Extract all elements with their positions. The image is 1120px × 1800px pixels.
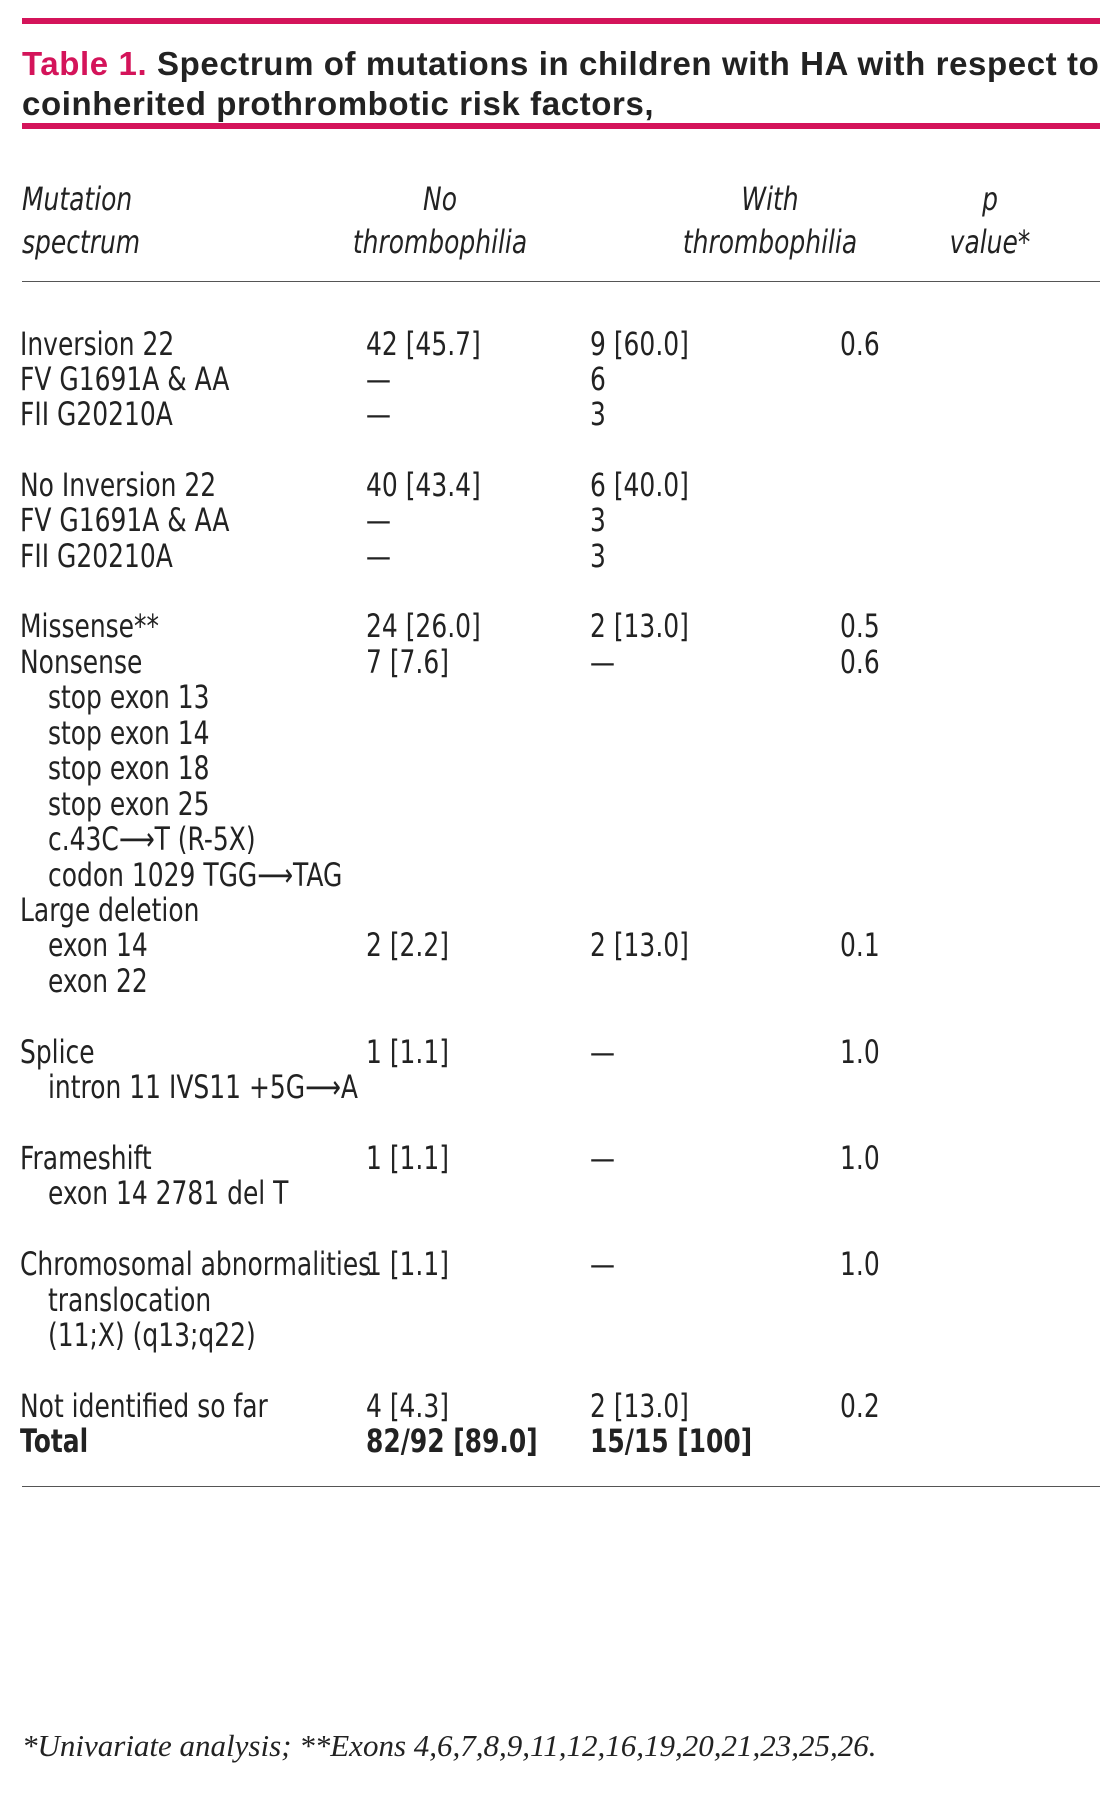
cell-no-thrombophilia: 40 [43.4] (366, 466, 481, 504)
bottom-rule (22, 1486, 1100, 1487)
row-label: No Inversion 22 (20, 466, 217, 504)
header-rule (22, 281, 1100, 282)
row-label: stop exon 13 (48, 678, 210, 716)
cell-with-thrombophilia: 6 (590, 360, 606, 398)
row-label: intron 11 IVS11 +5G⟶A (48, 1068, 358, 1106)
row-label: Nonsense (20, 643, 143, 681)
cell-with-thrombophilia: — (590, 1033, 615, 1071)
row-label: stop exon 18 (48, 749, 210, 787)
cell-with-thrombophilia: 3 (590, 501, 606, 539)
table-caption: Spectrum of mutations in children with HA with respect to coinherited prothrombotic risk factors, (22, 45, 1100, 122)
cell-p-value: 1.0 (840, 1033, 880, 1071)
header-with-thrombophilia (669, 178, 872, 264)
cell-no-thrombophilia: 1 [1.1] (366, 1139, 449, 1177)
cell-p-value: 0.5 (840, 607, 880, 645)
cell-p-value: 0.2 (840, 1387, 880, 1425)
row-label: FII G20210A (20, 537, 173, 575)
cell-with-thrombophilia: 2 [13.0] (590, 607, 689, 645)
title-rule (22, 123, 1100, 129)
cell-p-value: 0.1 (840, 926, 880, 964)
cell-with-thrombophilia: 2 [13.0] (590, 926, 689, 964)
cell-no-thrombophilia: 1 [1.1] (366, 1245, 449, 1283)
cell-with-thrombophilia: 6 [40.0] (590, 466, 689, 504)
cell-no-thrombophilia: — (366, 501, 391, 539)
table-number: Table 1. (22, 45, 148, 82)
header-mutation-spectrum (22, 178, 140, 264)
cell-with-thrombophilia: 2 [13.0] (590, 1387, 689, 1425)
cell-no-thrombophilia: 24 [26.0] (366, 607, 481, 645)
cell-with-thrombophilia: — (590, 1139, 615, 1177)
header-p-line2: value* (949, 223, 1031, 261)
cell-no-thrombophilia: — (366, 537, 391, 575)
header-no-thrombophilia (346, 178, 533, 264)
cell-with-thrombophilia: 9 [60.0] (590, 325, 689, 363)
cell-no-thrombophilia: 42 [45.7] (366, 325, 481, 363)
cell-no-thrombophilia: 4 [4.3] (366, 1387, 449, 1425)
row-label: (11;X) (q13;q22) (48, 1316, 256, 1354)
cell-with-thrombophilia: — (590, 1245, 615, 1283)
cell-no-thrombophilia: — (366, 395, 391, 433)
header-p-line1: p (982, 180, 998, 218)
row-label: FV G1691A & AA (20, 360, 230, 398)
row-label: Inversion 22 (20, 325, 175, 363)
cell-with-thrombophilia: 3 (590, 537, 606, 575)
row-label: exon 22 (48, 962, 148, 1000)
cell-no-thrombophilia: 1 [1.1] (366, 1033, 449, 1071)
row-label: FII G20210A (20, 395, 173, 433)
header-mutation-line2: spectrum (22, 223, 141, 261)
row-label: FV G1691A & AA (20, 501, 230, 539)
header-p-value (935, 178, 1044, 264)
row-label: Missense** (20, 607, 159, 645)
top-rule (22, 18, 1100, 24)
cell-with-thrombophilia: 15/15 [100] (590, 1422, 753, 1460)
row-label: Chromosomal abnormalities (20, 1245, 372, 1283)
header-with-line2: thrombophilia (682, 223, 858, 261)
cell-p-value: 1.0 (840, 1245, 880, 1283)
cell-p-value: 0.6 (840, 643, 880, 681)
row-label: stop exon 25 (48, 785, 210, 823)
row-label: Splice (20, 1033, 95, 1071)
cell-with-thrombophilia: 3 (590, 395, 606, 433)
cell-p-value: 0.6 (840, 325, 880, 363)
cell-p-value: 1.0 (840, 1139, 880, 1177)
footnote: *Univariate analysis; **Exons 4,6,7,8,9,11,12,16,19,20,21,23,25,26. (22, 1728, 877, 1763)
row-label: Total (20, 1422, 89, 1460)
cell-no-thrombophilia: — (366, 360, 391, 398)
cell-no-thrombophilia: 82/92 [89.0] (366, 1422, 538, 1460)
row-label: exon 14 (48, 926, 148, 964)
row-label: Not identified so far (20, 1387, 268, 1425)
row-label: codon 1029 TGG⟶TAG (48, 856, 343, 894)
cell-no-thrombophilia: 7 [7.6] (366, 643, 449, 681)
row-label: Frameshift (20, 1139, 152, 1177)
cell-with-thrombophilia: — (590, 643, 615, 681)
row-label: Large deletion (20, 891, 200, 929)
header-no-line1: No (423, 180, 457, 218)
header-with-line1: With (741, 180, 799, 218)
table-title (22, 44, 1102, 124)
row-label: exon 14 2781 del T (48, 1174, 289, 1212)
header-no-line2: thrombophilia (352, 223, 528, 261)
cell-no-thrombophilia: 2 [2.2] (366, 926, 449, 964)
row-label: c.43C⟶T (R-5X) (48, 820, 256, 858)
row-label: translocation (48, 1281, 212, 1319)
header-mutation-line1: Mutation (22, 180, 133, 218)
row-label: stop exon 14 (48, 714, 210, 752)
